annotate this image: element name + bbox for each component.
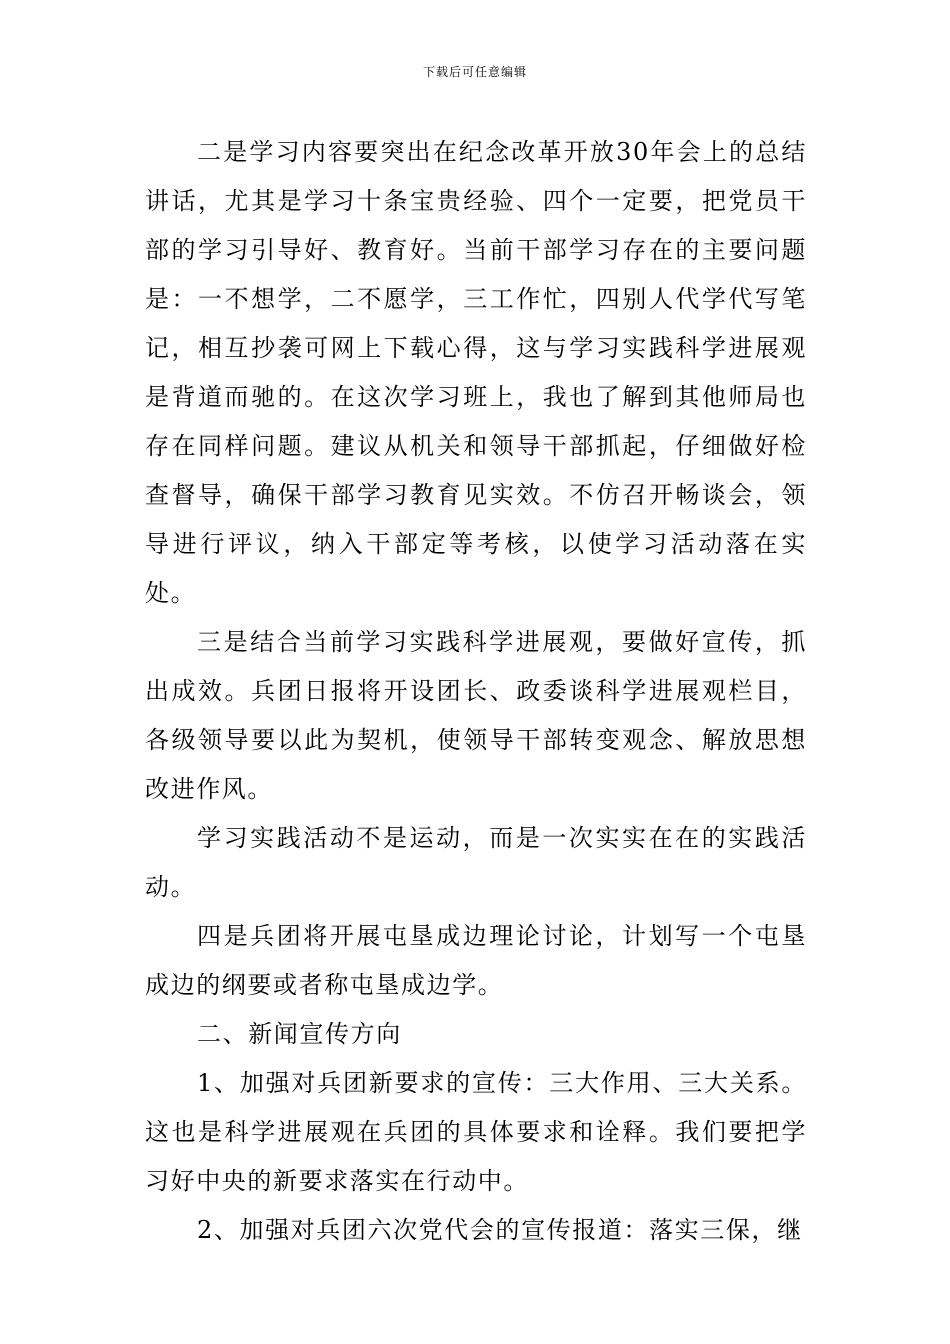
paragraph-publicity-results: 三是结合当前学习实践科学进展观，要做好宣传，抓出成效。兵团日报将开设团长、政委谈科学进展观栏目，各级领导要以此为契机，使领导干部转变观念、解放思想改进作风。 (145, 628, 807, 803)
paragraph-practice-activity: 学习实践活动不是运动，而是一次实实在在的实践活动。 (145, 824, 807, 901)
section-heading-news-direction: 二、新闻宣传方向 (197, 1020, 402, 1048)
paragraph-study-content: 二是学习内容要突出在纪念改革开放30年会上的总结讲话，尤其是学习十条宝贵经验、四个一定要，把党员干部的学习引导好、教育好。当前干部学习存在的主要问题是：一不想学，二不愿学，三工作忙，四别人代学代写笔记，相互抄袭可网上下载心得，这与学习实践科学进展观是背道而驰的。在这次学习班上，我也了解到其他师局也存在同样问题。建议从机关和领导干部抓起，仔细做好检查督导，确保干部学习教育见实效。不仿召开畅谈会，领导进行评议，纳入干部定等考核，以使学习活动落在实处。 (145, 138, 807, 607)
paragraph-item-1: 1、加强对兵团新要求的宣传：三大作用、三大关系。这也是科学进展观在兵团的具体要求和诠释。我们要把学习好中央的新要求落实在行动中。 (145, 1069, 807, 1195)
page-header: 下载后可任意编辑 (422, 65, 527, 79)
paragraph-theory-discussion: 四是兵团将开展屯垦成边理论讨论，计划写一个屯垦成边的纲要或者称屯垦成边学。 (145, 922, 807, 999)
paragraph-item-2: 2、加强对兵团六次党代会的宣传报道：落实三保，继 (197, 1216, 803, 1244)
document-body (145, 128, 807, 1255)
